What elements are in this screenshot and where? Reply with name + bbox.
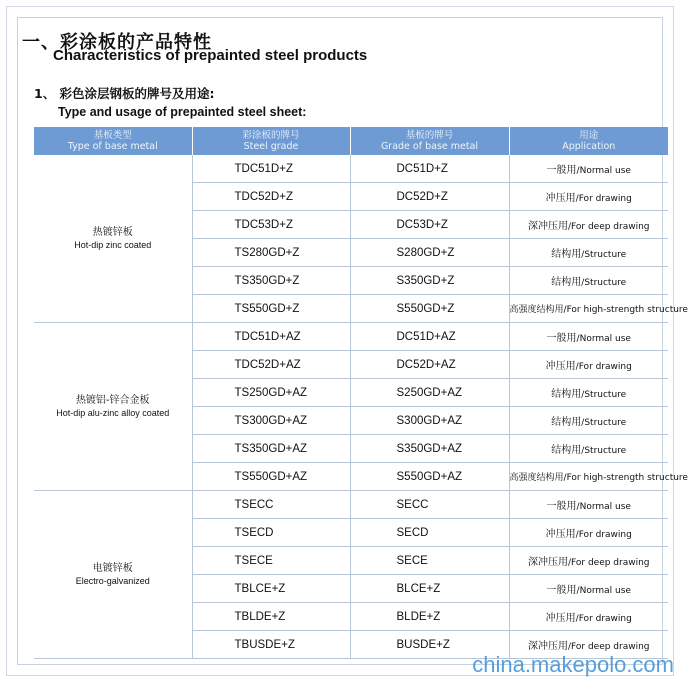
steel-grade-cell: TS250GD+AZ [192, 379, 350, 407]
application-en: Normal use [579, 166, 631, 176]
application-cn: 高强度结构用 [509, 305, 564, 315]
base-grade-cell: SECC [350, 491, 509, 519]
application-cn: 一般用 [546, 333, 577, 344]
base-type-en: Electro-galvanized [75, 575, 150, 586]
application-separator: / [576, 334, 580, 344]
base-grade-cell: S350GD+AZ [350, 435, 509, 463]
application-en: Normal use [579, 586, 631, 596]
application-separator: / [576, 166, 580, 176]
steel-grade-cell: TDC52D+Z [192, 183, 350, 211]
header-en: Grade of base metal [380, 141, 479, 152]
base-grade-cell: S350GD+Z [350, 267, 509, 295]
base-grade-cell: DC51D+AZ [350, 323, 509, 351]
application-en: Structure [584, 390, 627, 400]
base-grade-cell: BUSDE+Z [350, 631, 509, 659]
base-type-cn: 热镀锌板 [92, 226, 133, 238]
application-separator: / [567, 642, 572, 652]
application-cn: 深冲压用 [527, 221, 568, 232]
base-grade-cell: S550GD+AZ [350, 463, 509, 491]
subheading-cn: 1、 彩色涂层钢板的牌号及用途: [34, 86, 215, 101]
application-cn: 结构用 [551, 445, 582, 456]
steel-grade-cell: TDC53D+Z [192, 211, 350, 239]
application-cell [509, 547, 668, 575]
steel-grade-cell: TS300GD+AZ [192, 407, 350, 435]
base-grade-cell: SECD [350, 519, 509, 547]
base-grade-cell: DC51D+Z [350, 155, 509, 183]
application-en: For deep drawing [571, 642, 650, 652]
application-separator: / [581, 250, 585, 260]
header-cn: 基板的牌号 [405, 130, 454, 141]
application-cn: 冲压用 [545, 361, 576, 372]
application-en: Structure [584, 250, 627, 260]
application-separator: / [581, 418, 585, 428]
application-cell [509, 211, 668, 239]
application-cell [509, 463, 688, 491]
application-cell [509, 183, 668, 211]
application-en: Structure [584, 418, 627, 428]
application-en: For high-strength structure [566, 305, 688, 315]
steel-grade-cell: TS550GD+Z [192, 295, 350, 323]
base-grade-cell: DC52D+AZ [350, 351, 509, 379]
steel-grade-cell: TDC51D+Z [192, 155, 350, 183]
application-cn: 结构用 [551, 417, 582, 428]
header-base-grade [350, 127, 509, 155]
base-type-cell [34, 491, 192, 659]
application-en: For drawing [578, 362, 632, 372]
application-cell [509, 435, 668, 463]
base-type-cn: 热镀铝-锌合金板 [75, 394, 150, 406]
application-cn: 结构用 [551, 277, 582, 288]
base-grade-cell: DC52D+Z [350, 183, 509, 211]
application-separator: / [576, 502, 580, 512]
application-en: For drawing [578, 614, 632, 624]
application-separator: / [581, 390, 585, 400]
application-separator: / [567, 558, 572, 568]
application-cell [509, 603, 668, 631]
application-cn: 深冲压用 [527, 557, 568, 568]
header-en: Type of base metal [67, 141, 158, 152]
application-cell [509, 239, 668, 267]
application-separator: / [563, 473, 567, 483]
base-grade-cell: BLCE+Z [350, 575, 509, 603]
steel-grade-cell: TS550GD+AZ [192, 463, 350, 491]
base-grade-cell: SECE [350, 547, 509, 575]
base-grade-cell: S300GD+AZ [350, 407, 509, 435]
application-en: For deep drawing [571, 558, 650, 568]
application-cell [509, 575, 668, 603]
application-cell [509, 519, 668, 547]
application-cn: 高强度结构用 [509, 473, 564, 483]
base-type-cn: 电镀锌板 [92, 562, 133, 574]
application-cell [509, 407, 668, 435]
watermark: china.makepolo.com [472, 652, 674, 677]
steel-grade-cell: TBLDE+Z [192, 603, 350, 631]
table-header-row [34, 127, 668, 155]
base-type-en: Hot-dip alu-zinc alloy coated [56, 407, 170, 418]
application-cn: 冲压用 [545, 613, 576, 624]
application-cn: 深冲压用 [527, 641, 568, 652]
application-en: Structure [584, 446, 627, 456]
application-cell [509, 267, 668, 295]
header-cn: 彩涂板的牌号 [242, 130, 300, 141]
application-en: Normal use [579, 334, 631, 344]
table-row [34, 491, 668, 519]
application-cn: 冲压用 [545, 529, 576, 540]
application-en: Normal use [579, 502, 631, 512]
header-application [509, 127, 668, 155]
application-en: For high-strength structure [566, 473, 688, 483]
application-separator: / [581, 446, 585, 456]
application-separator: / [575, 194, 579, 204]
application-cell [509, 379, 668, 407]
steel-grade-table [34, 127, 688, 659]
base-type-cell [34, 155, 192, 323]
application-separator: / [575, 362, 579, 372]
application-separator: / [575, 614, 579, 624]
application-cn: 一般用 [546, 585, 577, 596]
table-body [34, 155, 688, 659]
base-grade-cell: S280GD+Z [350, 239, 509, 267]
application-cell [509, 491, 668, 519]
application-separator: / [576, 586, 580, 596]
header-cn: 用途 [579, 130, 599, 141]
application-cn: 结构用 [551, 249, 582, 260]
table-row [34, 323, 668, 351]
steel-grade-cell: TS350GD+Z [192, 267, 350, 295]
application-en: For deep drawing [571, 222, 650, 232]
application-cn: 冲压用 [545, 193, 576, 204]
base-grade-cell: S250GD+AZ [350, 379, 509, 407]
heading-cn: 一、彩涂板的产品特性 [22, 32, 212, 53]
steel-grade-cell: TDC51D+AZ [192, 323, 350, 351]
base-type-cell [34, 323, 192, 491]
application-cn: 结构用 [551, 389, 582, 400]
header-en: Application [562, 141, 616, 152]
steel-grade-cell: TSECD [192, 519, 350, 547]
application-en: For drawing [578, 194, 632, 204]
application-separator: / [563, 305, 567, 315]
steel-grade-cell: TSECC [192, 491, 350, 519]
base-grade-cell: DC53D+Z [350, 211, 509, 239]
table-row [34, 155, 668, 183]
application-en: Structure [584, 278, 627, 288]
base-grade-cell: S550GD+Z [350, 295, 509, 323]
header-cn: 基板类型 [93, 130, 132, 141]
steel-grade-cell: TDC52D+AZ [192, 351, 350, 379]
header-base-type [34, 127, 192, 155]
application-cn: 一般用 [546, 165, 577, 176]
application-cell [509, 295, 688, 323]
application-separator: / [581, 278, 585, 288]
base-grade-cell: BLDE+Z [350, 603, 509, 631]
steel-grade-cell: TSECE [192, 547, 350, 575]
base-type-en: Hot-dip zinc coated [74, 239, 152, 250]
application-cell [509, 155, 668, 183]
application-separator: / [575, 530, 579, 540]
steel-grade-cell: TS350GD+AZ [192, 435, 350, 463]
application-cell [509, 351, 668, 379]
heading-en: Characteristics of prepainted steel products [53, 47, 368, 64]
steel-grade-cell: TS280GD+Z [192, 239, 350, 267]
subheading-en: Type and usage of prepainted steel sheet: [58, 105, 307, 119]
steel-grade-cell: TBUSDE+Z [192, 631, 350, 659]
header-en: Steel grade [243, 141, 299, 152]
application-cell [509, 323, 668, 351]
application-separator: / [567, 222, 572, 232]
header-steel-grade [192, 127, 350, 155]
application-en: For drawing [578, 530, 632, 540]
application-cn: 一般用 [546, 501, 577, 512]
steel-grade-cell: TBLCE+Z [192, 575, 350, 603]
